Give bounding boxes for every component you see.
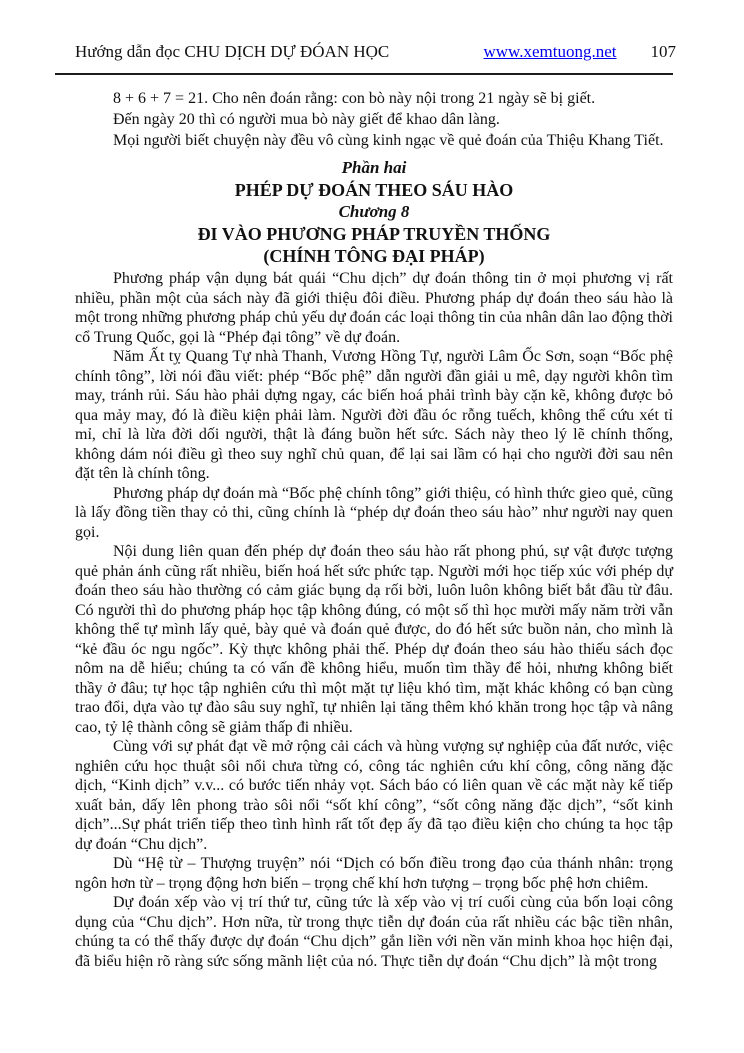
paragraph: Phương pháp dự đoán mà “Bốc phệ chính tông” giới thiệu, có hình thức gieo quẻ, cũng là lấy đồng tiền thay cỏ thi, cũng chính là “phép dự đoán theo sáu hào” như người nay quen gọi. [75, 484, 673, 541]
part-label: Phần hai [341, 158, 407, 177]
website-link[interactable]: www.xemtuong.net [483, 42, 617, 61]
section-headings [75, 157, 673, 267]
intro-block [75, 88, 673, 151]
intro-line: Đến ngày 20 thì có người mua bò này giết để khao dân làng. [113, 111, 500, 128]
paragraph: Năm Ất tỵ Quang Tự nhà Thanh, Vương Hồng Tự, người Lâm Ốc Sơn, soạn “Bốc phệ chính tông”, lời nói đầu viết: phép “Bốc phệ” dẫn người đần giải u mê, dạy người khôn tìm may, tránh rủi. Sáu hào phải dựng ngay, các biến hoá phải trình bày cặn kẽ, không được bỏ qua mảy may, đó là điều kiện phải làm. Người đời đầu óc rỗng tuếch, không thể cứu xét tỉ mỉ, chỉ là lừa đời dối người, thật là đáng buồn hết sức. Sách này theo lý lẽ chính thống, không dám nói điều gì theo suy nghĩ chủ quan, để lại sai lầm có hại cho người đời sau nên đặt tên là chính tông. [75, 348, 673, 482]
page-number: 107 [650, 42, 676, 61]
paragraph: Cùng với sự phát đạt về mở rộng cải cách và hùng vượng sự nghiệp của đất nước, việc nghiên cứu học thuật sôi nổi chưa từng có, công tác nghiên cứu khí công, công năng đặc dịch, “Kinh dịch” v.v... có bước tiến nhảy vọt. Sách báo có liên quan về các mặt này kế tiếp xuất bản, dấy lên phong trào sôi nổi “sốt khí công”, “sốt công năng đặc dịch”, “sốt kinh dịch”...Sự phát triển tiếp theo tình hình rất tốt đẹp ấy đã tạo điều kiện cho chúng ta học tập dự đoán “Chu dịch”. [75, 738, 673, 853]
header-right-group [484, 42, 677, 62]
paragraph: Dù “Hệ từ – Thượng truyện” nói “Dịch có bốn điều trong đạo của thánh nhân: trọng ngôn hơn từ – trọng động hơn biến – trọng chế khí hơn tượng – trọng bốc phệ hơn chiêm. [75, 855, 673, 892]
page-header [75, 42, 676, 62]
part-title: PHÉP DỰ ĐOÁN THEO SÁU HÀO [234, 180, 514, 200]
intro-line: 8 + 6 + 7 = 21. Cho nên đoán rằng: con bò này nội trong 21 ngày sẽ bị giết. [113, 90, 596, 107]
paragraph: Phương pháp vận dụng bát quái “Chu dịch” dự đoán thông tin ở mọi phương vị rất nhiều, phần một của sách này đã giới thiệu đôi điều. Phương pháp dự đoán theo sáu hào là một trong những phương pháp chủ yếu dự đoán các loại thông tin của nhân dân lao động thời cổ Trung Quốc, gọi là “Phép đại tông” về dự đoán. [75, 270, 673, 346]
header-divider-line [55, 73, 673, 75]
paragraph: Dự đoán xếp vào vị trí thứ tư, cũng tức là xếp vào vị trí cuối cùng của bốn loại công dụng của “Chu dịch”. Hơn nữa, từ trong thực tiễn dự đoán của rất nhiều các bậc tiền nhân, chúng ta có thể thấy được dự đoán “Chu dịch” gắn liền với nền văn minh khoa học hiện đại, đã biểu hiện rõ ràng sức sống mãnh liệt của nó. Thực tiễn dự đoán “Chu dịch” là một trong [75, 894, 673, 970]
intro-line: Mọi người biết chuyện này đều vô cùng kinh ngạc về quẻ đoán của Thiệu Khang Tiết. [113, 132, 664, 149]
paragraph: Nội dung liên quan đến phép dự đoán theo sáu hào rất phong phú, sự vật được tượng quẻ phản ánh cũng rất nhiều, biến hoá hết sức phức tạp. Người mới học tiếp xúc với phép dự đoán theo sáu hào thường có cảm giác bụng dạ rối bời, luôn luôn không biết bắt đầu từ đâu. Có người thì do phương pháp học tập không đúng, có một số thì học mười mấy năm trời vẫn không thể tự mình lấy quẻ, bày quẻ và đoán quẻ được, do đó hết sức buồn nản, cho mình là “kẻ đầu óc ngu ngốc”. Kỳ thực không phải thế. Phép dự đoán theo sáu hào thiếu sách đọc nôm na dễ hiểu; chúng ta có vấn đề không hiểu, muốn tìm thầy để hỏi, nhưng không biết thầy ở đâu; tự học tập nghiên cứu thì một mặt tự liệu khó tìm, mặt khác không có bạn cùng trao đổi, dựa vào tự đào sâu suy nghĩ, tự nhiên lại tăng thêm khó khăn trong học tập và nâng cao, tỷ lệ thành công sẽ giảm thấp đi nhiều. [75, 543, 673, 736]
chapter-label: Chương 8 [338, 202, 410, 221]
page-body [75, 88, 673, 971]
running-head-title: Hướng dẫn đọc CHU DỊCH DỰ ĐÓAN HỌC [75, 42, 390, 61]
chapter-title-line1: ĐI VÀO PHƯƠNG PHÁP TRUYỀN THỐNG [197, 224, 551, 244]
chapter-title-line2: (CHÍNH TÔNG ĐẠI PHÁP) [263, 246, 485, 266]
